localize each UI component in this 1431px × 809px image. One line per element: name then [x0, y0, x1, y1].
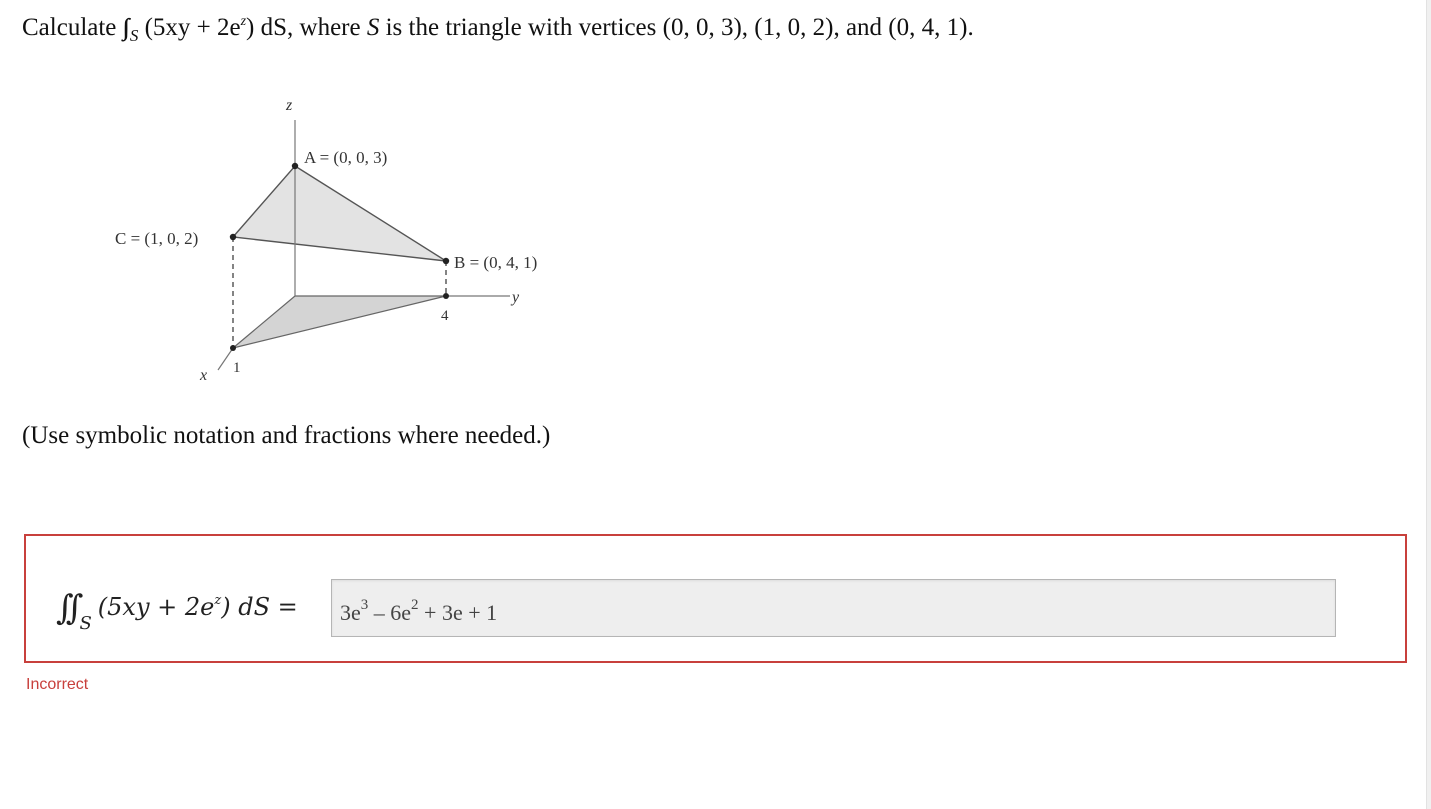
separator: , and	[833, 14, 883, 41]
point-c	[230, 234, 236, 240]
instruction-text: (Use symbolic notation and fractions where needed.)	[22, 422, 551, 449]
y-tick-4: 4	[441, 308, 449, 324]
answer-input[interactable]	[331, 579, 1336, 637]
projection-triangle	[233, 296, 446, 348]
z-axis-label: z	[286, 97, 293, 114]
lhs-end: ) dS =	[221, 593, 298, 621]
problem-text-where: where	[299, 14, 361, 41]
answer-term-1: 3e	[340, 600, 361, 625]
x-axis	[218, 348, 233, 370]
y-axis-label: y	[512, 289, 520, 306]
answer-term-3: + 3e + 1	[418, 600, 498, 625]
problem-prefix: Calculate	[22, 14, 117, 41]
separator: ,	[741, 14, 749, 41]
label-c: C = (1, 0, 2)	[115, 229, 199, 248]
label-a: A = (0, 0, 3)	[304, 148, 388, 167]
point-y4	[443, 293, 449, 299]
x-tick-1: 1	[233, 360, 241, 376]
point-a	[292, 163, 298, 169]
double-integral-symbol: ∫∫	[56, 588, 76, 628]
point-x1	[230, 345, 236, 351]
answer-term-2: – 6e	[368, 600, 412, 625]
integral-region-sub: S	[129, 26, 139, 45]
integrand: (5xy + 2e	[144, 14, 241, 41]
integral-region-sub: S	[79, 613, 92, 634]
surface-symbol: S	[366, 14, 380, 41]
vertex-2: (1, 0, 2)	[754, 14, 834, 41]
scrollbar[interactable]	[1426, 0, 1431, 809]
surface-triangle	[233, 166, 446, 261]
answer-exp-1: 3	[360, 597, 369, 613]
problem-statement	[22, 14, 974, 45]
period: .	[967, 14, 974, 41]
triangle-figure	[0, 80, 620, 400]
status-incorrect: Incorrect	[26, 676, 89, 693]
integrand-exponent: z	[240, 14, 247, 29]
answer-box	[24, 534, 1407, 663]
x-axis-label: x	[200, 367, 208, 384]
vertex-1: (0, 0, 3)	[662, 14, 742, 41]
answer-equation-lhs	[56, 584, 298, 634]
lhs-exponent: z	[214, 593, 222, 608]
problem-text-rest: is the triangle with vertices	[385, 14, 657, 41]
vertex-3: (0, 4, 1)	[888, 14, 968, 41]
answer-exp-2: 2	[411, 597, 419, 613]
lhs-integrand: (5xy + 2e	[97, 593, 215, 621]
label-b: B = (0, 4, 1)	[454, 253, 538, 272]
double-integral-symbol: ∫∫	[122, 15, 124, 41]
integrand-end: ) dS,	[246, 14, 294, 41]
point-b	[443, 258, 449, 264]
